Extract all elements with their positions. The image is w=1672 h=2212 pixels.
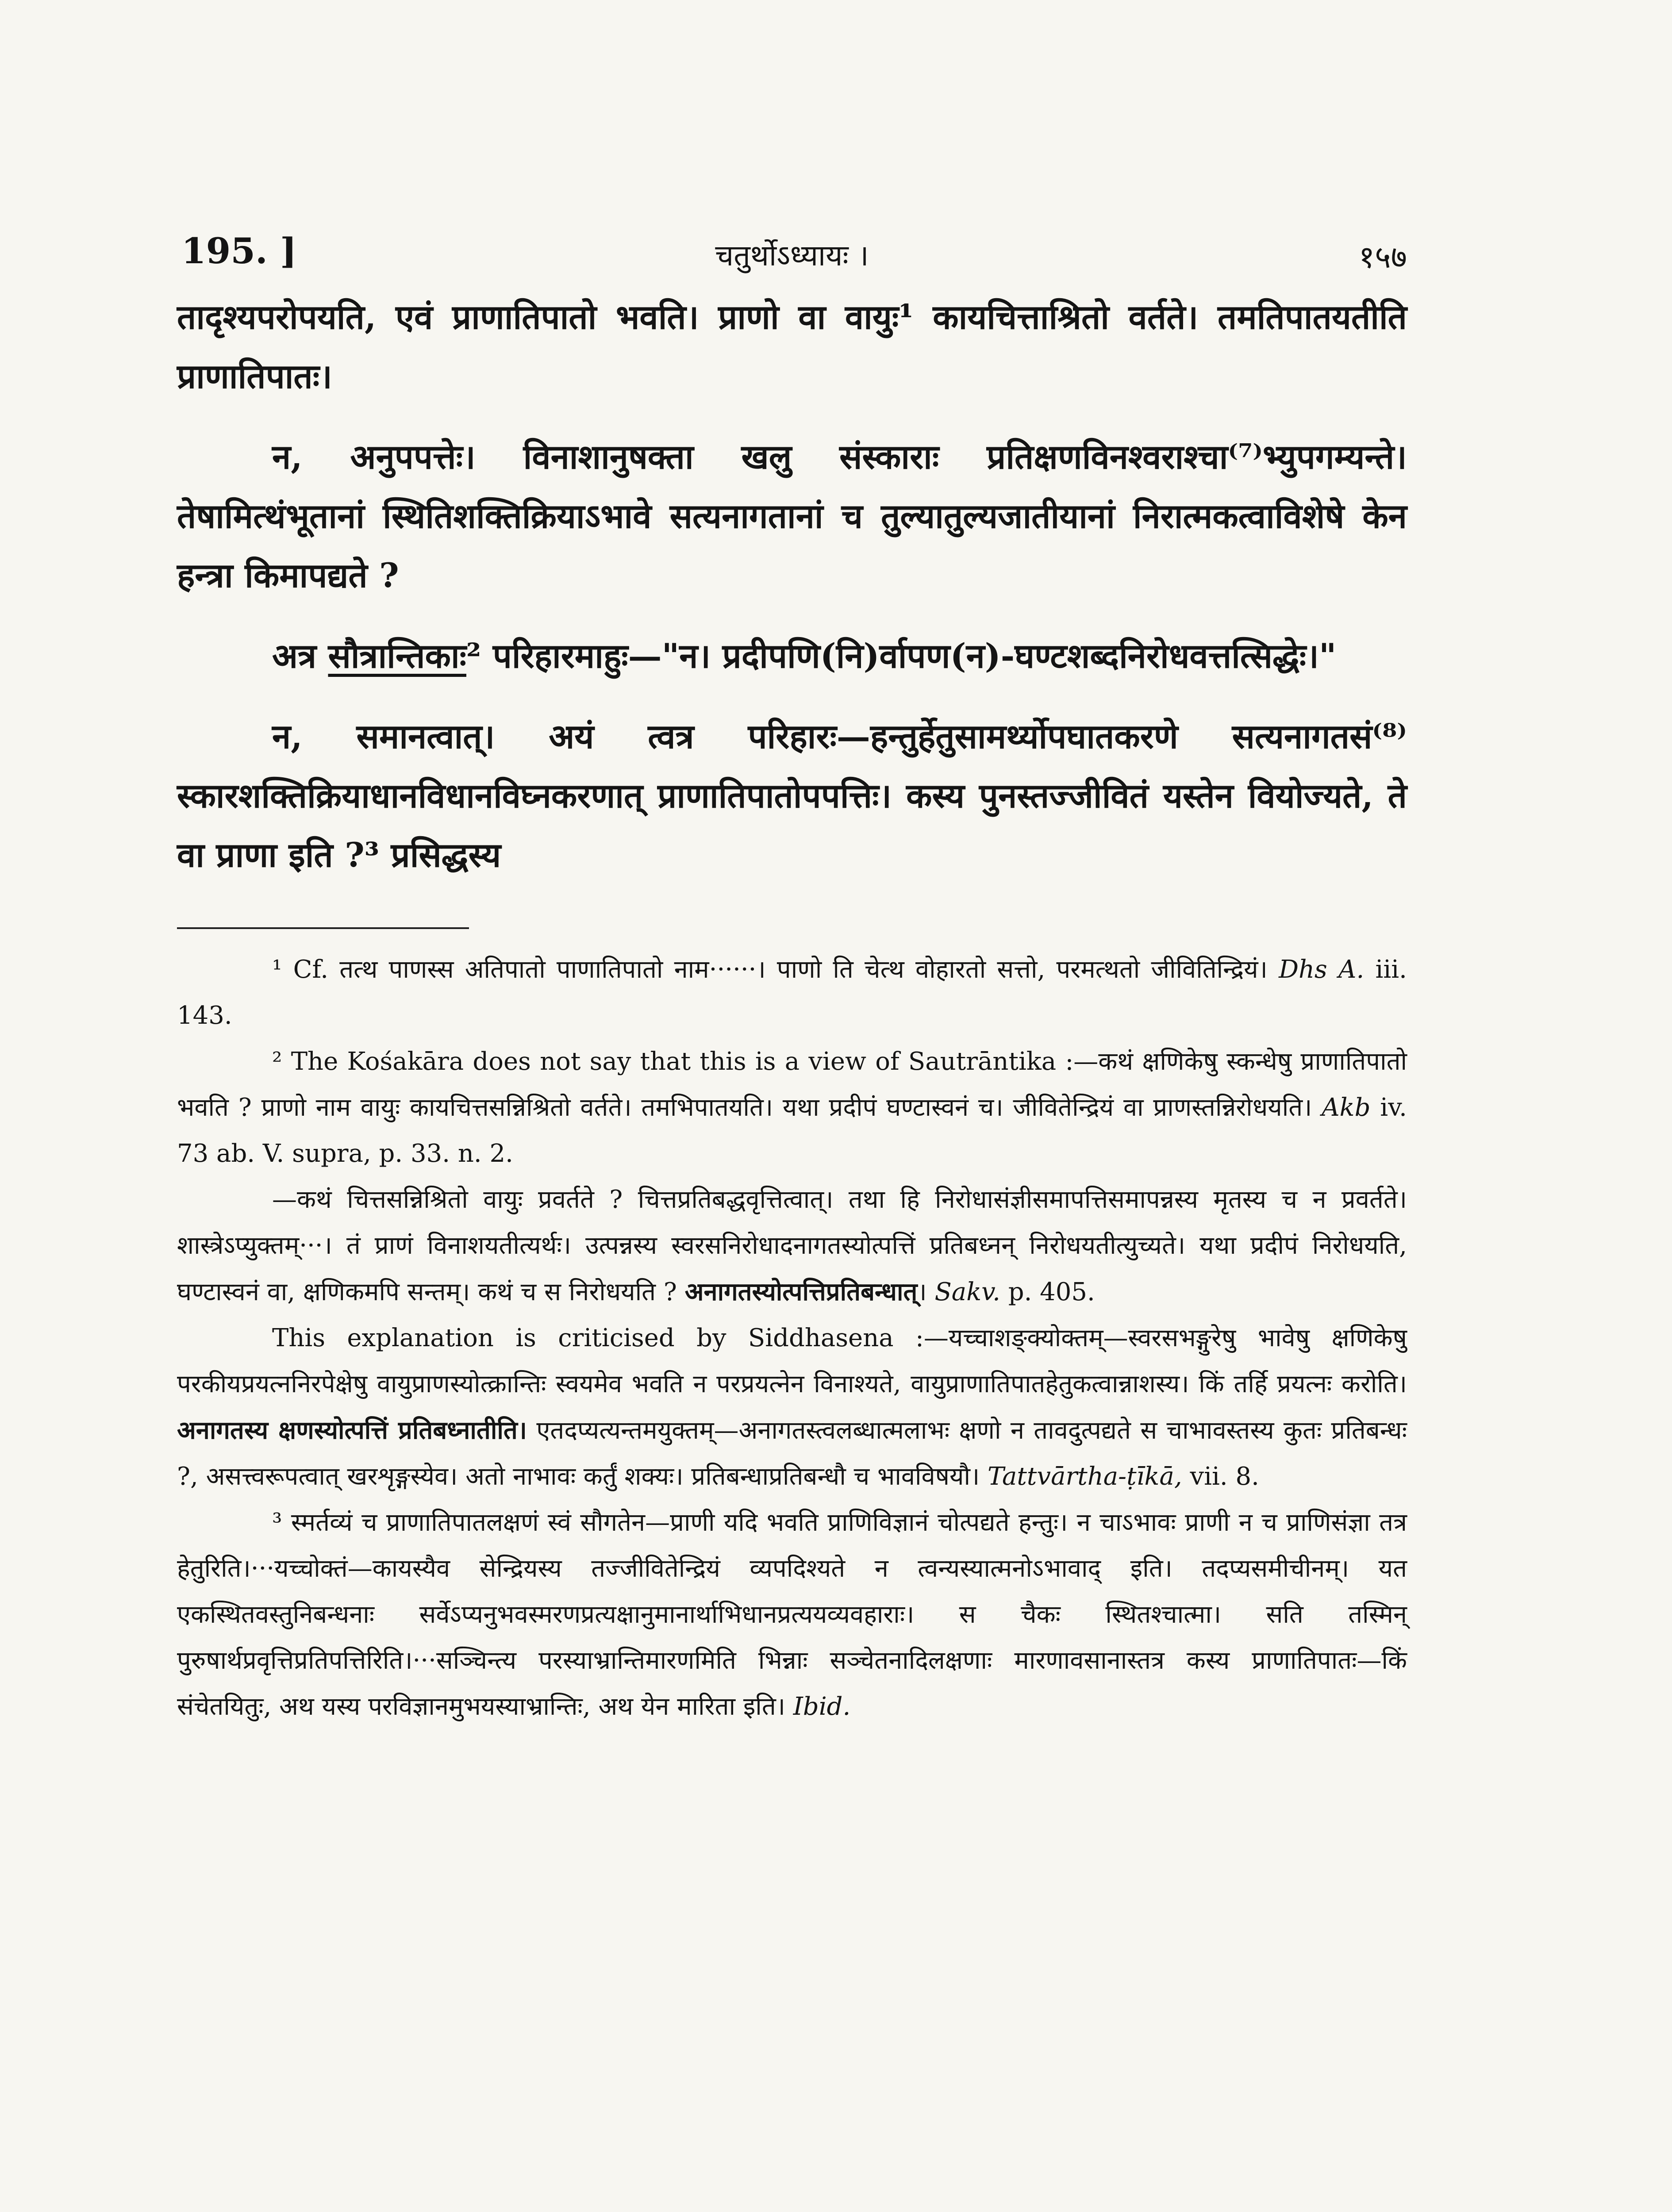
chapter-title: चतुर्थोऽध्यायः ।: [715, 238, 869, 273]
underlined-term: सौत्रान्तिकाः: [328, 636, 466, 676]
footnote-text: —कथं चित्तसन्निश्रितो वायुः प्रवर्तते ? चित्तप्रतिबद्धवृत्तित्वात्। तथा हि निरोधासंज्ञीसमापत्तिसमापन्नस्य मृतस्य च न प्रवर्तते। शास्त्रेऽप्युक्तम्···। तं प्राणं विनाशयतीत्यर्थः। उत्पन्नस्य स्वरसनिरोधादनागतस्योत्पत्तिं प्रतिबध्नन् निरोधयतीत्युच्यते। यथा प्रदीपं निरोधयति, घण्टास्वनं वा, क्षणिकमपि सन्तम्। कथं च स निरोधयति ?: [177, 1185, 1407, 1306]
paragraph-1: तादृश्यपरोपयति, एवं प्राणातिपातो भवति। प्राणो वा वायुः¹ कायचित्ताश्रितो वर्तते। तमतिपातयतीति प्राणातिपातः।: [177, 297, 1407, 396]
book-page: [177, 230, 1407, 2212]
bold-phrase: अनागतस्योत्पत्तिप्रतिबन्धात्: [684, 1277, 918, 1306]
footnote-text: एतदप्यत्यन्तमयुक्तम्—अनागतस्त्वलब्धात्मलाभः क्षणो न तावदुत्पद्यते स चाभावस्तस्य कुतः प्रतिबन्धः ?, असत्त्वरूपत्वात् खरशृङ्गस्येव। अतो नाभावः कर्तुं शक्यः। प्रतिबन्धाप्रतिबन्धौ च भावविषयौ।: [177, 1416, 1407, 1491]
footnote-text: स्मर्तव्यं च प्राणातिपातलक्षणं स्वं सौगतेन—प्राणी यदि भवति प्राणिविज्ञानं चोत्पद्यते हन्तुः। न चाऽभावः प्राणी न च प्राणिसंज्ञा तत्र हेतुरिति।···यच्चोक्तं—कायस्यैव सेन्द्रियस्य तज्जीवितेन्द्रियं व्यपदिश्यते न त्वन्यस्यात्मनोऽभावाद् इति। तदप्यसमीचीनम्। यत एकस्थितवस्तुनिबन्धनाः सर्वेऽप्यनुभवस्मरणप्रत्यक्षानुमानार्थाभिधानप्रत्ययव्यवहाराः। स चैकः स्थितश्चात्मा। सति तस्मिन् पुरुषार्थप्रवृत्तिप्रतिपत्तिरिति।···सञ्चिन्त्य परस्याभ्रान्तिमारणमिति भिन्नाः सञ्चेतनादिलक्षणाः मारणावसानास्तत्र कस्य प्राणातिपातः—किं संचेतयितुः, अथ यस्य परविज्ञानमुभयस्याभ्रान्तिः, अथ येन मारिता इति।: [177, 1508, 1407, 1721]
footnote-lead: This explanation is criticised by Siddhasena :—: [272, 1324, 949, 1352]
footnote-2-criticism: [177, 1315, 1407, 1500]
citation-locator: p. 405.: [1000, 1278, 1095, 1306]
paragraph-3-start: अत्र: [272, 636, 328, 676]
paragraph-3: [177, 626, 1407, 686]
citation-locator: vii. 8.: [1182, 1462, 1259, 1491]
footnote-text: The Kośakāra does not say that this is a view of Sautrāntika :—कथं क्षणिकेषु स्कन्धेषु प्राणातिपातो भवति ? प्राणो नाम वायुः कायचित्तसन्निश्रितो वर्तते। तमभिपातयति। यथा प्रदीपं घण्टास्वनं च। जीवितेन्द्रियं वा प्राणस्तन्निरोधयति।: [177, 1047, 1407, 1122]
citation-locator: iii. 143.: [177, 955, 1407, 1030]
paragraph-4: न, समानत्वात्। अयं त्वत्र परिहारः—हन्तुर्हेतुसामर्थ्योपघातकरणे सत्यनागतसं⁽⁸⁾स्कारशक्तिक्रियाधानविधानविघ्नकरणात् प्राणातिपातोपपत्तिः। कस्य पुनस्तज्जीवितं यस्तेन वियोज्यते, ते वा प्राणा इति ?³ प्रसिद्धस्य: [177, 717, 1407, 875]
footnote-marker: ²: [272, 1047, 282, 1076]
footnote-text: ।: [917, 1278, 935, 1306]
footnote-marker: ³: [272, 1508, 282, 1537]
citation: Dhs A.: [1279, 955, 1365, 984]
footnote-1: [177, 947, 1407, 1039]
main-text: [177, 288, 1407, 1730]
bold-phrase: अनागतस्य क्षणस्योत्पत्तिं प्रतिबध्नातीति।: [177, 1416, 527, 1445]
citation: Tattvārtha-ṭīkā,: [988, 1462, 1182, 1491]
footnote-2-continuation: [177, 1177, 1407, 1315]
section-reference: 195. ]: [181, 230, 297, 272]
citation: Sakv.: [934, 1278, 1000, 1306]
citation: Ibid.: [793, 1692, 851, 1721]
footnote-text: यच्चाशङ्क्योक्तम्—स्वरसभङ्गुरेषु भावेषु क्षणिकेषु परकीयप्रयत्ननिरपेक्षेषु वायुप्राणस्योत्क्रान्तिः स्वयमेव भवति न परप्रयत्नेन विनाश्यते, वायुप्राणातिपातहेतुकत्वान्नाशस्य। किं तर्हि प्रयत्नः करोति।: [177, 1324, 1407, 1398]
citation-locator: iv. 73 ab. V. supra, p. 33. n. 2.: [177, 1093, 1407, 1168]
paragraph-2: न, अनुपपत्तेः। विनाशानुषक्ता खलु संस्काराः प्रतिक्षणविनश्वराश्चा⁽⁷⁾भ्युपगम्यन्ते। तेषामित्थंभूतानां स्थितिशक्तिक्रियाऽभावे सत्यनागतानां च तुल्यातुल्यजातीयानां निरात्मकत्वाविशेषे केन हन्त्रा किमापद्यते ?: [177, 437, 1407, 595]
footnote-3: [177, 1500, 1407, 1730]
paragraph-3-rest: ² परिहारमाहुः—"न। प्रदीपणि(नि)र्वापण(न)-घण्टशब्दनिरोधवत्तत्सिद्धेः।": [466, 636, 1337, 676]
citation: Akb: [1322, 1093, 1371, 1122]
page-number: १५७: [1358, 239, 1407, 275]
footnote-marker: ¹: [272, 955, 282, 984]
footnote-text: Cf. तत्थ पाणस्स अतिपातो पाणातिपातो नाम······। पाणो ति चेत्थ वोहारतो सत्तो, परमत्थतो जीवितिन्द्रियं।: [282, 955, 1279, 984]
footnote-divider: [177, 927, 469, 929]
running-header: [177, 230, 1407, 283]
footnote-2: [177, 1039, 1407, 1177]
